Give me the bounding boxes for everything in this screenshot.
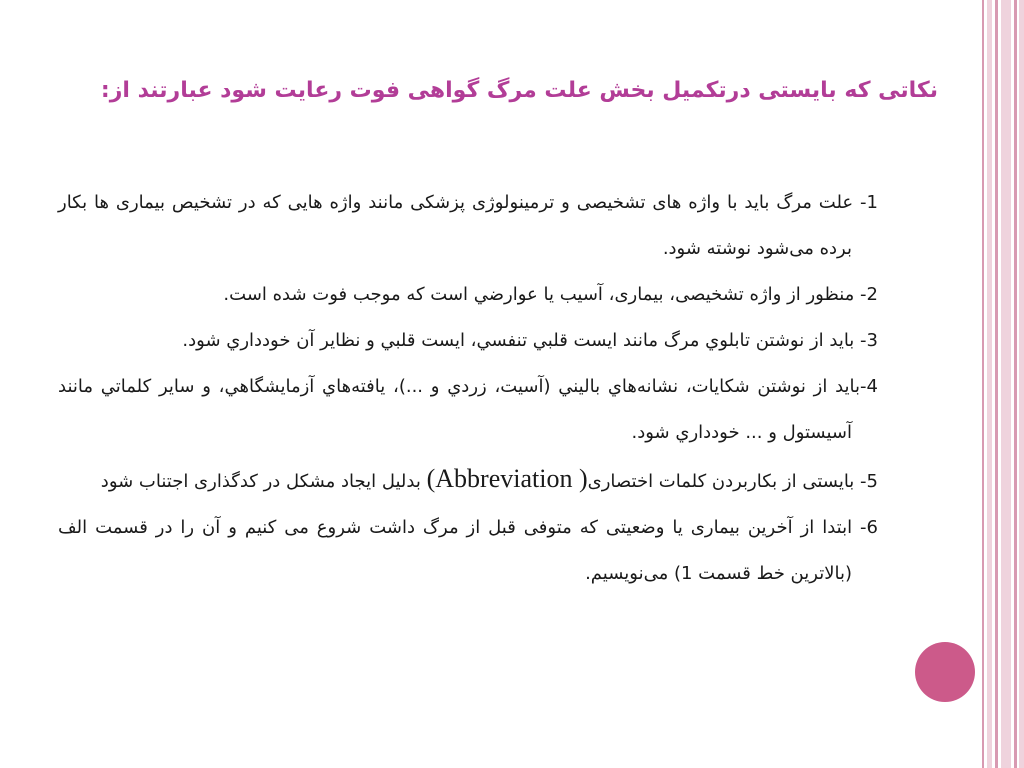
list-item-4: 4-بايد از نوشتن شكايات، نشانه‌هاي باليني (آسيت، زردي و ...)، يافته‌هاي آزمايشگاهي، و ساير كلماتي مانند آسيستول و ... خودداري شود.	[58, 376, 878, 443]
list-item-5	[58, 456, 878, 505]
decorative-stripe	[987, 0, 992, 768]
slide-title: نکاتی که بایستی درتکمیل بخش علت مرگ گواهی فوت رعایت شود عبارتند از:	[100, 78, 938, 103]
decorative-stripe	[1019, 0, 1024, 768]
slide-body	[58, 180, 878, 597]
list-item-2: 2- منظور از واژه تشخیصی، بیماری، آسیب یا عوارضي است كه موجب فوت شده است.	[223, 284, 878, 305]
list-item-5-text-before: 5- بایستی از بکاربردن کلمات اختصاری	[587, 471, 878, 492]
list-item-5-text-after: بدلیل ایجاد مشکل در کدگذاری اجتناب شود	[100, 471, 421, 492]
decorative-stripe	[1001, 0, 1011, 768]
list-item-1: 1- علت مرگ باید با واژه های تشخیصی و ترمینولوژی پزشکی مانند واژه هایی که در تشخیص بیماری ها بکار برده می‌شود نوشته شود.	[58, 192, 878, 259]
decorative-stripe	[982, 0, 984, 768]
decorative-stripe	[1014, 0, 1017, 768]
decorative-circle	[915, 642, 975, 702]
decorative-stripe	[995, 0, 998, 768]
list-item-3: 3- بايد از نوشتن تابلوي مرگ مانند ايست قلبي تنفسي، ايست قلبي و نظاير آن خودداري شود.	[182, 330, 878, 351]
list-item-6: 6- ابتدا از آخرین بیماری یا وضعیتی که متوفی قبل از مرگ داشت شروع می کنیم و آن را در قسمت الف (بالاترین خط قسمت 1) می‌نویسیم.	[58, 517, 878, 584]
list-item-5-abbreviation: (Abbreviation )	[426, 464, 588, 493]
